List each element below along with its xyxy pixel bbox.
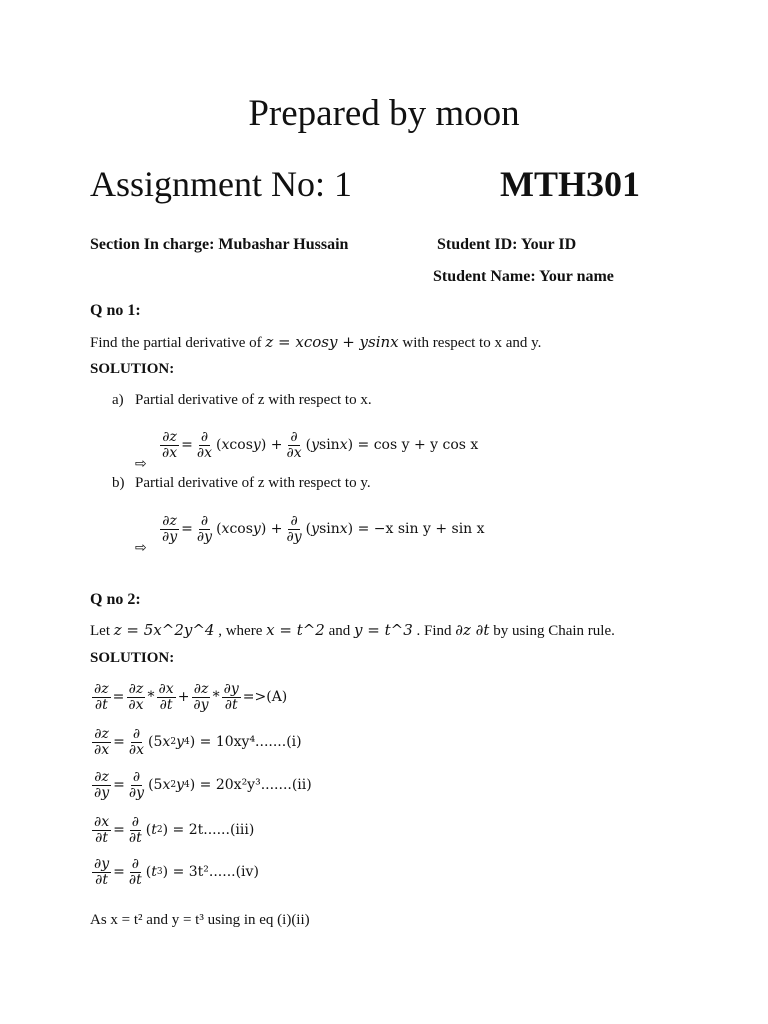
- q1-part-a-text: Partial derivative of z with respect to x.: [135, 392, 372, 408]
- implies-arrow-icon: ⇨: [135, 456, 147, 472]
- q2-equation-ii: $\frac{\partial z}{\partial y}$ = $\frac{\partial}{\partial y}$ (5 x 2 y 4 ) = 20x²y³.......(ii): [94, 769, 312, 801]
- q1-eq-a-result: = cos y + y cos x: [357, 437, 479, 454]
- q2-let: Let: [90, 623, 114, 639]
- q2-solution-label: SOLUTION:: [90, 650, 175, 666]
- q1-part-a-marker: a): [112, 392, 124, 408]
- q1-heading: Q no 1:: [90, 302, 141, 319]
- q2-eq-label-i: = 10xy⁴.......(i): [199, 734, 302, 751]
- q2-equation-iv: $\frac{\partial y}{\partial t}$ = $\frac{\partial}{\partial t}$ ( t 3 ) = 3t²......(iv): [94, 856, 259, 888]
- assignment-number: Assignment No: 1: [90, 164, 353, 204]
- q2-eq-label-a: =>(A): [242, 689, 288, 706]
- q1-eq-b-result: = −x sin y + sin x: [357, 521, 485, 538]
- q1-solution-label: SOLUTION:: [90, 361, 175, 377]
- q2-y-expr: y = t^3: [354, 621, 413, 639]
- q1-part-b-text: Partial derivative of z with respect to y.: [135, 475, 371, 491]
- q2-eq-label-ii: = 20x²y³.......(ii): [199, 777, 312, 794]
- q1-equation-a: $\frac{\partial z}{\partial x}$ = $\frac{\partial}{\partial x}$ ( x cos y ) + $\frac{\partial}{\partial x}$ ( y sin x ) = cos y + y cos x: [162, 429, 479, 461]
- q2-z-expr: z = 5x^2y^4: [113, 621, 215, 639]
- q1-expression: z = xcosy + ysinx: [265, 333, 399, 351]
- q2-chain: by using Chain rule.: [489, 623, 615, 639]
- q2-eq-label-iii: = 2t......(iii): [172, 822, 255, 839]
- q2-and: and: [324, 623, 355, 639]
- q1-part-b-marker: b): [112, 475, 125, 491]
- student-id: Student ID: Your ID: [437, 236, 577, 253]
- q2-x-expr: x = t^2: [266, 621, 325, 639]
- q1-text-after: with respect to x and y.: [398, 335, 542, 351]
- q2-equation-a: $\frac{\partial z}{\partial t}$ = $\frac{\partial z}{\partial x}$ * $\frac{\partial x}{\partial t}$ + $\frac{\partial z}{\partial y}$ * $\frac{\partial y}{\partial t}$ =>(A): [94, 681, 288, 713]
- q1-text-before: Find the partial derivative of: [90, 335, 266, 351]
- q2-dz-dt: ∂z ∂t: [455, 621, 490, 639]
- q2-last-line: As x = t² and y = t³ using in eq (i)(ii): [90, 912, 310, 928]
- section-incharge: Section In charge: Mubashar Hussain: [90, 236, 349, 253]
- student-name: Student Name: Your name: [433, 268, 614, 285]
- course-code: MTH301: [500, 164, 640, 204]
- q2-equation-i: $\frac{\partial z}{\partial x}$ = $\frac{\partial}{\partial x}$ (5 x 2 y 4 ) = 10xy⁴.......(i): [94, 726, 302, 758]
- q2-equation-iii: $\frac{\partial x}{\partial t}$ = $\frac{\partial}{\partial t}$ ( t 2 ) = 2t......(iii): [94, 814, 255, 846]
- implies-arrow-icon: ⇨: [135, 540, 147, 556]
- q2-heading: Q no 2:: [90, 591, 141, 608]
- q2-where: , where: [214, 623, 267, 639]
- q2-find: . Find: [412, 623, 456, 639]
- q2-statement: [90, 621, 615, 640]
- q1-statement: [90, 333, 541, 352]
- q1-equation-b: $\frac{\partial z}{\partial y}$ = $\frac{\partial}{\partial y}$ ( x cos y ) + $\frac{\partial}{\partial y}$ ( y sin x ) = −x sin y + sin x: [162, 513, 485, 545]
- q2-eq-label-iv: = 3t²......(iv): [172, 864, 259, 881]
- page-title: Prepared by moon: [248, 93, 520, 134]
